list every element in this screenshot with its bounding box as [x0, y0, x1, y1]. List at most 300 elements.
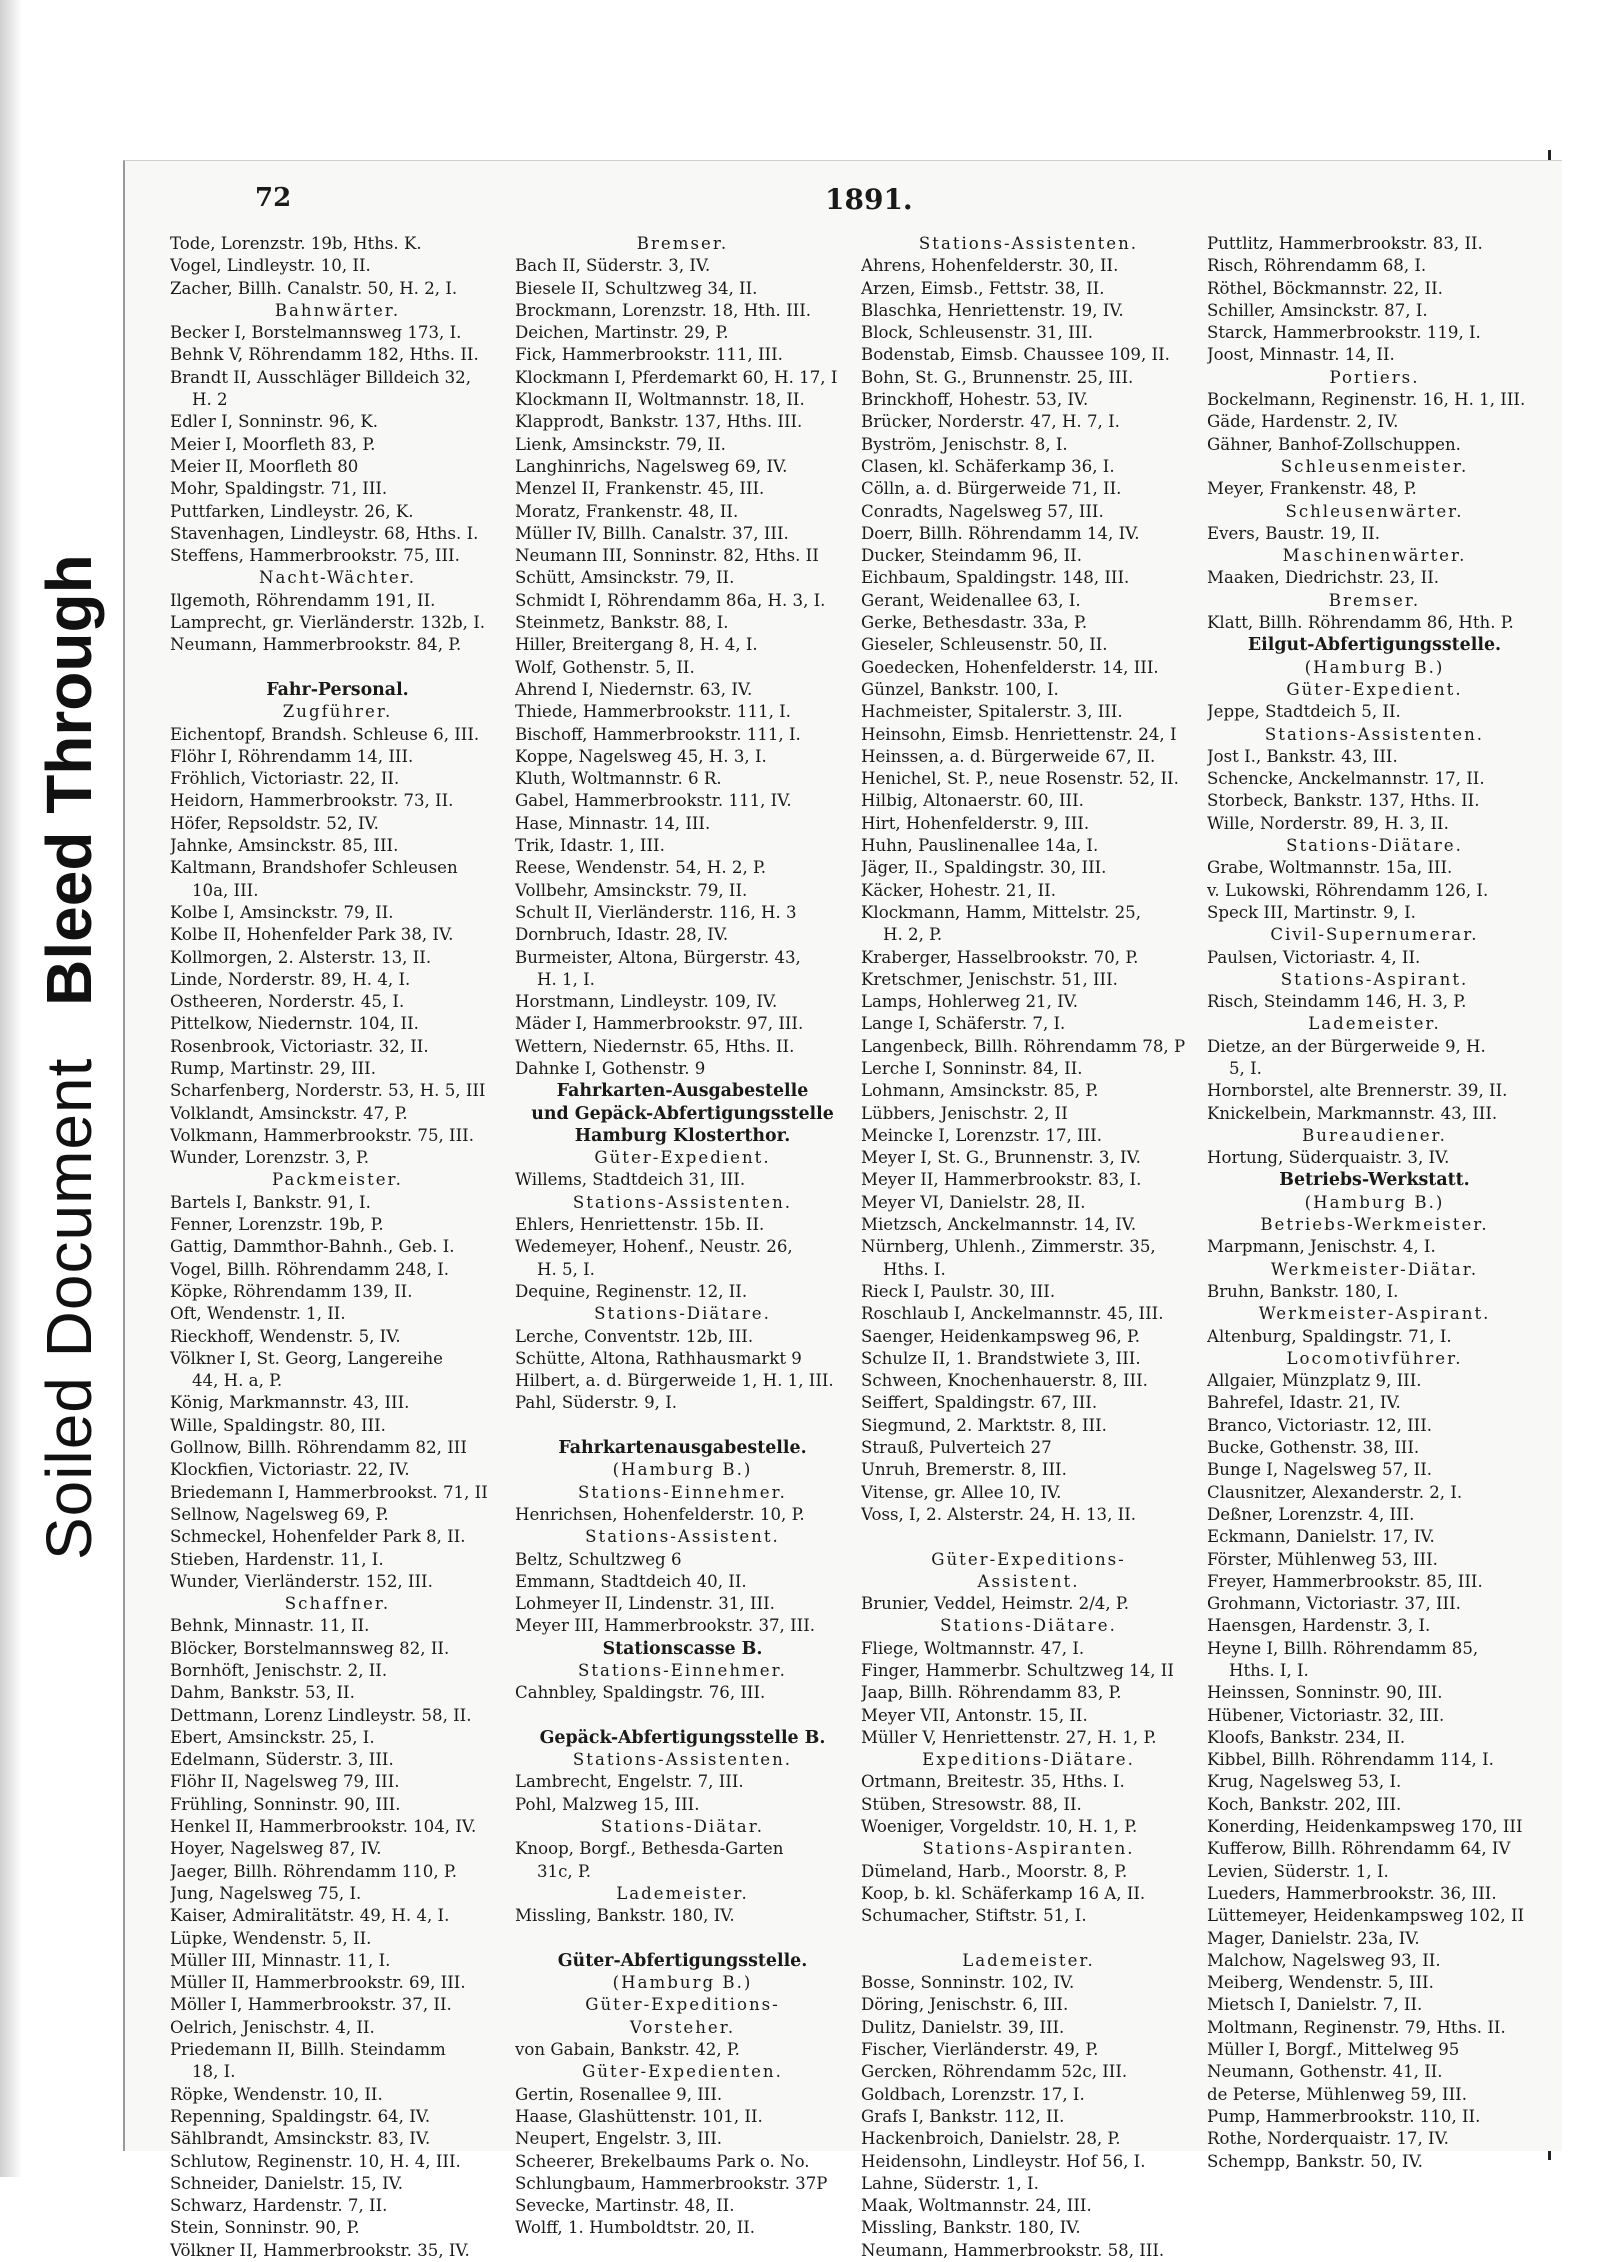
directory-entry: Heinsohn, Eimsb. Henriettenstr. 24, I	[861, 724, 1177, 744]
directory-entry: Stein, Sonninstr. 90, P.	[170, 2218, 360, 2238]
section-heading: Packmeister.	[272, 1170, 403, 1190]
directory-entry: Heyne I, Billh. Röhrendamm 85,	[1207, 1638, 1479, 1658]
directory-entry: Vogel, Lindleystr. 10, II.	[170, 256, 371, 276]
directory-entry: Storbeck, Bankstr. 137, Hths. II.	[1207, 791, 1480, 811]
directory-entry: Brunier, Veddel, Heimstr. 2/4, P.	[861, 1594, 1129, 1614]
directory-entry: Bahrefel, Idastr. 21, IV.	[1207, 1393, 1401, 1413]
section-heading: Bremser.	[636, 234, 729, 253]
directory-entry: Jost I., Bankstr. 43, III.	[1207, 746, 1398, 766]
directory-entry: Bucke, Gothenstr. 38, III.	[1207, 1438, 1420, 1458]
directory-entry: Klockmann II, Woltmannstr. 18, II.	[515, 390, 805, 410]
section-heading: Assistent.	[977, 1571, 1080, 1591]
directory-entry: Lohmann, Amsinckstr. 85, P.	[861, 1081, 1099, 1101]
directory-entry: Heidensohn, Lindleystr. Hof 56, I.	[861, 2151, 1146, 2171]
directory-entry: Käcker, Hohestr. 21, II.	[861, 880, 1056, 900]
directory-entry: Hiller, Breitergang 8, H. 4, I.	[515, 635, 758, 655]
section-heading: Vorsteher.	[629, 2017, 736, 2037]
directory-entry: Trik, Idastr. 1, III.	[515, 836, 665, 856]
directory-entry: Dequine, Reginenstr. 12, II.	[515, 1281, 748, 1301]
directory-entry: Cahnbley, Spaldingstr. 76, III.	[515, 1683, 766, 1703]
directory-entry: Langhinrichs, Nagelsweg 69, IV.	[515, 456, 788, 476]
directory-entry: Krug, Nagelsweg 53, I.	[1207, 1772, 1402, 1792]
section-heading: Stations-Einnehmer.	[578, 1661, 787, 1680]
directory-entry: Schütt, Amsinckstr. 79, II.	[515, 568, 735, 588]
section-heading: Portiers.	[1329, 367, 1420, 387]
directory-entry: Jahnke, Amsinckstr. 85, III.	[170, 836, 399, 856]
section-heading: Stations-Diätare.	[1286, 836, 1463, 856]
directory-entry: Wille, Norderstr. 89, H. 3, II.	[1207, 813, 1449, 833]
directory-entry: Steinmetz, Bankstr. 88, I.	[515, 613, 729, 633]
section-heading: (Hamburg B.)	[612, 1460, 753, 1480]
directory-entry: Volklandt, Amsinckstr. 47, P.	[170, 1103, 408, 1123]
directory-entry: Müller V, Henriettenstr. 27, H. 1, P.	[861, 1727, 1157, 1747]
directory-entry: Kluth, Woltmannstr. 6 R.	[515, 769, 722, 789]
directory-entry: Lamprecht, gr. Vierländerstr. 132b, I.	[170, 613, 486, 633]
department-heading: Fahr-Personal.	[266, 679, 409, 700]
directory-entry: Konerding, Heidenkampsweg 170, III	[1207, 1817, 1523, 1837]
directory-entry: Mietsch I, Danielstr. 7, II.	[1207, 1995, 1423, 2015]
directory-entry: Lueders, Hammerbrookstr. 36, III.	[1207, 1883, 1497, 1903]
directory-entry: Gerke, Bethesdastr. 33a, P.	[861, 613, 1088, 633]
directory-entry: Briedemann I, Hammerbrookst. 71, II	[170, 1482, 488, 1502]
directory-entry: Wolff, 1. Humboldtstr. 20, II.	[515, 2218, 756, 2238]
directory-entry: Joost, Minnastr. 14, II.	[1207, 345, 1395, 365]
directory-entry: Paulsen, Victoriastr. 4, II.	[1207, 947, 1421, 967]
directory-entry: Koppe, Nagelsweg 45, H. 3, I.	[515, 746, 767, 766]
directory-entry: Ebert, Amsinckstr. 25, I.	[170, 1727, 375, 1747]
directory-entry: Mager, Danielstr. 23a, IV.	[1207, 1928, 1420, 1948]
directory-entry: Hübener, Victoriastr. 32, III.	[1207, 1705, 1445, 1725]
directory-entry: Haensgen, Hardenstr. 3, I.	[1207, 1616, 1431, 1636]
section-heading: Locomotivführer.	[1286, 1348, 1463, 1368]
directory-entry: Vollbehr, Amsinckstr. 79, II.	[515, 880, 748, 900]
directory-entry: Schmidt I, Röhrendamm 86a, H. 3, I.	[515, 590, 826, 610]
directory-entry: Heinssen, a. d. Bürgerweide 67, II.	[861, 746, 1156, 766]
directory-entry: Lahne, Süderstr. 1, I.	[861, 2173, 1039, 2193]
section-heading: Güter-Expeditions-	[585, 1995, 780, 2015]
directory-entry: Hachmeister, Spitalerstr. 3, III.	[861, 702, 1123, 722]
directory-entry: Stüben, Stresowstr. 88, II.	[861, 1794, 1082, 1814]
entry-continuation: 5, I.	[1229, 1058, 1262, 1078]
directory-entry: Cölln, a. d. Bürgerweide 71, II.	[861, 479, 1122, 499]
directory-entry: Willems, Stadtdeich 31, III.	[515, 1170, 746, 1190]
watermark-stamp	[24, 180, 114, 1560]
directory-entry: Byström, Jenischstr. 8, I.	[861, 434, 1068, 454]
directory-entry: Goldbach, Lorenzstr. 17, I.	[861, 2084, 1085, 2104]
directory-entry: Haase, Glashüttenstr. 101, II.	[515, 2106, 763, 2126]
directory-entry: Brinckhoff, Hohestr. 53, IV.	[861, 390, 1089, 410]
directory-entry: Gerant, Weidenallee 63, I.	[861, 590, 1081, 610]
section-heading: Civil-Supernumerar.	[1270, 925, 1479, 945]
directory-entry: Rump, Martinstr. 29, III.	[170, 1058, 377, 1078]
directory-entry: Oft, Wendenstr. 1, II.	[170, 1304, 346, 1324]
directory-entry: Missling, Bankstr. 180, IV.	[515, 1906, 735, 1926]
directory-entry: Brandt II, Ausschläger Billdeich 32,	[170, 367, 471, 387]
directory-entry: Schneider, Danielstr. 15, IV.	[170, 2173, 403, 2193]
directory-entry: Huhn, Pauslinenallee 14a, I.	[861, 836, 1099, 856]
directory-entry: Speck III, Martinstr. 9, I.	[1207, 902, 1416, 922]
directory-entry: Dietze, an der Bürgerweide 9, H.	[1207, 1036, 1486, 1056]
directory-entry: Wunder, Lorenzstr. 3, P.	[170, 1148, 370, 1168]
directory-entry: Völkner II, Hammerbrookstr. 35, IV.	[170, 2240, 470, 2260]
directory-entry: Flöhr II, Nagelsweg 79, III.	[170, 1772, 400, 1792]
directory-entry: Dulitz, Danielstr. 39, III.	[861, 2017, 1065, 2037]
directory-entry: Jäger, II., Spaldingstr. 30, III.	[861, 858, 1107, 878]
directory-entry: Menzel II, Frankenstr. 45, III.	[515, 479, 765, 499]
directory-entry: Bohn, St. G., Brunnenstr. 25, III.	[861, 367, 1134, 387]
directory-entry: Reese, Wendenstr. 54, H. 2, P.	[515, 858, 767, 878]
directory-entry: Bockelmann, Reginenstr. 16, H. 1, III.	[1207, 390, 1526, 410]
section-heading: Schaffner.	[284, 1594, 391, 1614]
section-heading: Güter-Expedienten.	[582, 2062, 783, 2082]
directory-entry: Lange I, Schäferstr. 7, I.	[861, 1014, 1066, 1034]
spacer	[515, 1928, 850, 1950]
section-heading: Güter-Expeditions-	[931, 1549, 1126, 1569]
directory-entry: Pump, Hammerbrookstr. 110, II.	[1207, 2106, 1481, 2126]
section-heading: Stations-Assistenten.	[918, 234, 1139, 253]
directory-entry: Kaiser, Admiralitätstr. 49, H. 4, I.	[170, 1906, 450, 1926]
directory-entry: Bartels I, Bankstr. 91, I.	[170, 1192, 371, 1212]
department-heading: Stationscasse B.	[602, 1638, 763, 1659]
section-heading: Lademeister.	[616, 1883, 749, 1903]
entry-continuation: H. 2, P.	[883, 925, 943, 945]
directory-entry: Günzel, Bankstr. 100, I.	[861, 679, 1059, 699]
directory-entry: Müller III, Minnastr. 11, I.	[170, 1950, 391, 1970]
department-heading: Betriebs-Werkstatt.	[1279, 1170, 1470, 1191]
directory-entry: Marpmann, Jenischstr. 4, I.	[1207, 1237, 1436, 1257]
directory-entry: Meyer VI, Danielstr. 28, II.	[861, 1192, 1086, 1212]
directory-entry: Becker I, Borstelmannsweg 173, I.	[170, 323, 462, 343]
directory-entry: Brücker, Norderstr. 47, H. 7, I.	[861, 412, 1120, 432]
directory-entry: Rieckhoff, Wendenstr. 5, IV.	[170, 1326, 401, 1346]
directory-entry: Bosse, Sonninstr. 102, IV.	[861, 1973, 1075, 1993]
directory-entry: Gercken, Röhrendamm 52c, III.	[861, 2062, 1128, 2082]
directory-entry: Hilbig, Altonaerstr. 60, III.	[861, 791, 1084, 811]
directory-entry: Kloofs, Bankstr. 234, II.	[1207, 1727, 1406, 1747]
entry-continuation: H. 1, I.	[537, 969, 595, 989]
directory-entry: Vogel, Billh. Röhrendamm 248, I.	[170, 1259, 450, 1279]
directory-entry: Kretschmer, Jenischstr. 51, III.	[861, 969, 1118, 989]
section-heading: Güter-Expedient.	[1286, 679, 1463, 699]
directory-entry: Bunge I, Nagelsweg 57, II.	[1207, 1460, 1433, 1480]
directory-entry: von Gabain, Bankstr. 42, P.	[515, 2040, 740, 2060]
directory-entry: Mietzsch, Anckelmannstr. 14, IV.	[861, 1215, 1137, 1235]
directory-entry: Deichen, Martinstr. 29, P.	[515, 323, 729, 343]
directory-entry: Malchow, Nagelsweg 93, II.	[1207, 1950, 1441, 1970]
directory-entry: Kufferow, Billh. Röhrendamm 64, IV	[1207, 1839, 1511, 1859]
section-heading: Werkmeister-Aspirant.	[1258, 1304, 1491, 1324]
directory-entry: Wunder, Vierländerstr. 152, III.	[170, 1571, 433, 1591]
directory-entry: Fenner, Lorenzstr. 19b, P.	[170, 1215, 384, 1235]
spacer	[515, 1415, 850, 1437]
directory-entry: Kaltmann, Brandshofer Schleusen	[170, 858, 458, 878]
section-heading: Stations-Aspirant.	[1280, 969, 1469, 989]
directory-entry: Risch, Röhrendamm 68, I.	[1207, 256, 1427, 276]
section-heading: Bureaudiener.	[1302, 1125, 1447, 1145]
directory-entry: Schencke, Anckelmannstr. 17, II.	[1207, 769, 1485, 789]
spacer	[861, 1526, 1196, 1548]
directory-entry: Lienk, Amsinckstr. 79, II.	[515, 434, 726, 454]
department-heading: Fahrkarten-Ausgabestelle	[556, 1081, 809, 1102]
page-header	[125, 183, 1562, 219]
section-heading: Schleusenmeister.	[1280, 456, 1469, 476]
section-heading: Güter-Expedient.	[594, 1148, 771, 1168]
section-heading: Stations-Diätare.	[594, 1304, 771, 1324]
directory-entry: Thiede, Hammerbrookstr. 111, I.	[515, 702, 791, 722]
directory-entry: Kraberger, Hasselbrookstr. 70, P.	[861, 947, 1139, 967]
directory-entry: Schempp, Bankstr. 50, IV.	[1207, 2151, 1423, 2171]
directory-entry: Klockmann, Hamm, Mittelstr. 25,	[861, 902, 1141, 922]
directory-entry: Schult II, Vierländerstr. 116, H. 3	[515, 902, 797, 922]
directory-entry: Schumacher, Stiftstr. 51, I.	[861, 1906, 1087, 1926]
section-heading: Stations-Assistenten.	[1264, 724, 1485, 744]
directory-entry: Pahl, Süderstr. 9, I.	[515, 1393, 678, 1413]
directory-entry: Grafs I, Bankstr. 112, II.	[861, 2106, 1065, 2126]
directory-entry: de Peterse, Mühlenweg 59, III.	[1207, 2084, 1467, 2104]
directory-entry: Meyer III, Hammerbrookstr. 37, III.	[515, 1616, 816, 1636]
directory-entry: Emmann, Stadtdeich 40, II.	[515, 1571, 747, 1591]
directory-entry: Meiberg, Wendenstr. 5, III.	[1207, 1973, 1434, 1993]
column-4	[1207, 233, 1542, 2173]
directory-entry: Ortmann, Breitestr. 35, Hths. I.	[861, 1772, 1125, 1792]
section-heading: Stations-Aspiranten.	[922, 1839, 1135, 1859]
section-heading: Lademeister.	[1308, 1014, 1441, 1034]
directory-entry: Fick, Hammerbrookstr. 111, III.	[515, 345, 783, 365]
directory-entry: Freyer, Hammerbrookstr. 85, III.	[1207, 1571, 1483, 1591]
directory-entry: Pohl, Malzweg 15, III.	[515, 1794, 700, 1814]
directory-entry: Ostheeren, Norderstr. 45, I.	[170, 992, 405, 1012]
directory-entry: Repenning, Spaldingstr. 64, IV.	[170, 2106, 431, 2126]
directory-entry: Knickelbein, Markmannstr. 43, III.	[1207, 1103, 1498, 1123]
stamp-soiled-document: Soiled Document	[33, 1057, 105, 1560]
directory-entry: Möller I, Hammerbrookstr. 37, II.	[170, 1995, 452, 2015]
spacer	[861, 1928, 1196, 1950]
directory-entry: Puttlitz, Hammerbrookstr. 83, II.	[1207, 234, 1483, 253]
directory-entry: Flöhr I, Röhrendamm 14, III.	[170, 746, 414, 766]
directory-entry: Finger, Hammerbr. Schultzweg 14, II	[861, 1661, 1174, 1680]
directory-entry: Linde, Norderstr. 89, H. 4, I.	[170, 969, 411, 989]
directory-entry: Schmeckel, Hohenfelder Park 8, II.	[170, 1527, 466, 1547]
directory-entry: Biesele II, Schultzweg 34, II.	[515, 278, 758, 298]
directory-entry: Gabel, Hammerbrookstr. 111, IV.	[515, 791, 792, 811]
directory-entry: Fliege, Woltmannstr. 47, I.	[861, 1638, 1085, 1658]
directory-entry: Rosenbrook, Victoriastr. 32, II.	[170, 1036, 429, 1056]
department-heading: Hamburg Klosterthor.	[574, 1125, 791, 1146]
directory-entry: Köpke, Röhrendamm 139, II.	[170, 1281, 413, 1301]
directory-entry: Frühling, Sonninstr. 90, III.	[170, 1794, 401, 1814]
directory-entry: Schlutow, Reginenstr. 10, H. 4, III.	[170, 2151, 461, 2171]
directory-entry: Beltz, Schultzweg 6	[515, 1549, 682, 1569]
directory-entry: Ilgemoth, Röhrendamm 191, II.	[170, 590, 436, 610]
entry-continuation: H. 5, I.	[537, 1259, 595, 1279]
directory-entry: Stieben, Hardenstr. 11, I.	[170, 1549, 384, 1569]
directory-entry: Eichbaum, Spaldingstr. 148, III.	[861, 568, 1130, 588]
directory-entry: Henichel, St. P., neue Rosenstr. 52, II.	[861, 769, 1179, 789]
directory-entry: Gollnow, Billh. Röhrendamm 82, III	[170, 1438, 467, 1458]
page-year: 1891.	[825, 183, 913, 216]
directory-entry: Völkner I, St. Georg, Langereihe	[170, 1348, 443, 1368]
section-heading: (Hamburg B.)	[1304, 657, 1445, 677]
directory-entry: Döring, Jenischstr. 6, III.	[861, 1995, 1069, 2015]
directory-entry: Gäde, Hardenstr. 2, IV.	[1207, 412, 1399, 432]
directory-entry: Siegmund, 2. Marktstr. 8, III.	[861, 1415, 1107, 1435]
section-heading: Bahnwärter.	[274, 300, 401, 320]
section-heading: Bremser.	[1328, 590, 1421, 610]
directory-entry: Langenbeck, Billh. Röhrendamm 78, P	[861, 1036, 1186, 1056]
directory-entry: Arzen, Eimsb., Fettstr. 38, II.	[861, 278, 1105, 298]
directory-entry: Blaschka, Henriettenstr. 19, IV.	[861, 300, 1124, 320]
directory-entry: Förster, Mühlenweg 53, III.	[1207, 1549, 1438, 1569]
directory-entry: Seiffert, Spaldingstr. 67, III.	[861, 1393, 1098, 1413]
directory-entry: Dahnke I, Gothenstr. 9	[515, 1058, 706, 1078]
directory-entry: Koch, Bankstr. 202, III.	[1207, 1794, 1402, 1814]
directory-entry: Scheerer, Brekelbaums Park o. No.	[515, 2151, 810, 2171]
section-heading: Werkmeister-Diätar.	[1270, 1259, 1479, 1279]
directory-entry: Jung, Nagelsweg 75, I.	[170, 1883, 362, 1903]
directory-entry: Grohmann, Victoriastr. 37, III.	[1207, 1594, 1461, 1614]
directory-entry: Dettmann, Lorenz Lindleystr. 58, II.	[170, 1705, 472, 1725]
directory-entry: Fröhlich, Victoriastr. 22, II.	[170, 769, 400, 789]
directory-entry: Maaken, Diedrichstr. 23, II.	[1207, 568, 1440, 588]
directory-entry: Vitense, gr. Allee 10, IV.	[861, 1482, 1062, 1502]
directory-entry: Goedecken, Hohenfelderstr. 14, III.	[861, 657, 1159, 677]
stamp-bleed-through: Bleed Through	[33, 554, 105, 1006]
directory-entry: Pittelkow, Niedernstr. 104, II.	[170, 1014, 419, 1034]
directory-entry: Bischoff, Hammerbrookstr. 111, I.	[515, 724, 801, 744]
directory-entry: Röpke, Wendenstr. 10, II.	[170, 2084, 383, 2104]
directory-entry: Müller IV, Billh. Canalstr. 37, III.	[515, 523, 789, 543]
directory-entry: Voss, I, 2. Alsterstr. 24, H. 13, II.	[861, 1504, 1137, 1524]
directory-entry: Ahrens, Hohenfelderstr. 30, II.	[861, 256, 1119, 276]
directory-entry: Heidorn, Hammerbrookstr. 73, II.	[170, 791, 454, 811]
directory-entry: Wolf, Gothenstr. 5, II.	[515, 657, 695, 677]
directory-entry: Fischer, Vierländerstr. 49, P.	[861, 2040, 1099, 2060]
department-heading: Eilgut-Abfertigungsstelle.	[1247, 635, 1502, 656]
directory-entry: Meier I, Moorfleth 83, P.	[170, 434, 376, 454]
department-heading: und Gepäck-Abfertigungsstelle	[531, 1103, 834, 1124]
directory-entry: Scharfenberg, Norderstr. 53, H. 5, III	[170, 1081, 486, 1101]
directory-entry: Moltmann, Reginenstr. 79, Hths. II.	[1207, 2017, 1506, 2037]
directory-entry: Bruhn, Bankstr. 180, I.	[1207, 1281, 1399, 1301]
directory-entry: Schlungbaum, Hammerbrookstr. 37P	[515, 2173, 828, 2193]
directory-entry: Conradts, Nagelsweg 57, III.	[861, 501, 1104, 521]
directory-entry: Altenburg, Spaldingstr. 71, I.	[1207, 1326, 1452, 1346]
entry-continuation: 10a, III.	[192, 880, 259, 900]
directory-entry: Gertin, Rosenallee 9, III.	[515, 2084, 723, 2104]
directory-entry: Schween, Knochenhauerstr. 8, III.	[861, 1371, 1148, 1391]
directory-entry: Strauß, Pulverteich 27	[861, 1438, 1052, 1458]
directory-entry: Knoop, Borgf., Bethesda-Garten	[515, 1839, 784, 1859]
directory-entry: Woeniger, Vorgeldstr. 10, H. 1, P.	[861, 1817, 1138, 1837]
directory-entry: Volkmann, Hammerbrookstr. 75, III.	[170, 1125, 474, 1145]
directory-entry: Hackenbroich, Danielstr. 28, P.	[861, 2129, 1121, 2149]
section-heading: (Hamburg B.)	[1304, 1192, 1445, 1212]
directory-entry: Missling, Bankstr. 180, IV.	[861, 2218, 1081, 2238]
directory-entry: Roschlaub I, Anckelmannstr. 45, III.	[861, 1304, 1164, 1324]
department-heading: Fahrkartenausgabestelle.	[558, 1438, 807, 1459]
directory-entry: Neupert, Engelstr. 3, III.	[515, 2129, 723, 2149]
directory-entry: Saenger, Heidenkampsweg 96, P.	[861, 1326, 1141, 1346]
directory-entry: Müller II, Hammerbrookstr. 69, III.	[170, 1973, 466, 1993]
directory-entry: Zacher, Billh. Canalstr. 50, H. 2, I.	[170, 278, 458, 298]
section-heading: (Hamburg B.)	[612, 1973, 753, 1993]
directory-entry: Jaap, Billh. Röhrendamm 83, P.	[861, 1683, 1122, 1703]
directory-entry: König, Markmannstr. 43, III.	[170, 1393, 410, 1413]
directory-entry: Ahrend I, Niedernstr. 63, IV.	[515, 679, 753, 699]
entry-continuation: 44, H. a, P.	[192, 1371, 283, 1391]
directory-entry: Horstmann, Lindleystr. 109, IV.	[515, 992, 778, 1012]
directory-entry: Meincke I, Lorenzstr. 17, III.	[861, 1125, 1102, 1145]
directory-entry: Priedemann II, Billh. Steindamm	[170, 2040, 446, 2060]
directory-entry: Rothe, Norderquaistr. 17, IV.	[1207, 2129, 1449, 2149]
directory-entry: Gähner, Banhof-Zollschuppen.	[1207, 434, 1461, 454]
directory-entry: Lerche I, Sonninstr. 84, II.	[861, 1058, 1083, 1078]
directory-entry: Unruh, Bremerstr. 8, III.	[861, 1460, 1067, 1480]
directory-entry: Risch, Steindamm 146, H. 3, P.	[1207, 992, 1467, 1012]
directory-entry: Müller I, Borgf., Mittelweg 95	[1207, 2040, 1460, 2060]
directory-entry: Lüttemeyer, Heidenkampsweg 102, II	[1207, 1906, 1525, 1926]
directory-entry: Bornhöft, Jenischstr. 2, II.	[170, 1661, 388, 1680]
directory-entry: Neumann, Hammerbrookstr. 84, P.	[170, 635, 462, 655]
entry-continuation: Hths. I.	[883, 1259, 946, 1279]
directory-entry: Dornbruch, Idastr. 28, IV.	[515, 925, 729, 945]
directory-entry: Meier II, Moorfleth 80	[170, 456, 359, 476]
directory-entry: Meyer I, St. G., Brunnenstr. 3, IV.	[861, 1148, 1141, 1168]
directory-entry: Clausnitzer, Alexanderstr. 2, I.	[1207, 1482, 1463, 1502]
department-heading: Güter-Abfertigungsstelle.	[557, 1950, 808, 1971]
section-heading: Lademeister.	[962, 1950, 1095, 1970]
directory-entry: Klockfien, Victoriastr. 22, IV.	[170, 1460, 410, 1480]
section-heading: Expeditions-Diätare.	[922, 1750, 1135, 1770]
directory-entry: Neumann III, Sonninstr. 82, Hths. II	[515, 546, 819, 566]
directory-entry: Henrichsen, Hohenfelderstr. 10, P.	[515, 1504, 805, 1524]
directory-entry: Meyer VII, Antonstr. 15, II.	[861, 1705, 1088, 1725]
page-number: 72	[255, 183, 292, 213]
directory-entry: Neumann, Hammerbrookstr. 58, III.	[861, 2240, 1165, 2260]
directory-entry: Mohr, Spaldingstr. 71, III.	[170, 479, 388, 499]
document-page	[123, 160, 1562, 2260]
directory-entry: Gattig, Dammthor-Bahnh., Geb. I.	[170, 1237, 455, 1257]
directory-entry: Röthel, Böckmannstr. 22, II.	[1207, 278, 1443, 298]
directory-entry: Wettern, Niedernstr. 65, Hths. II.	[515, 1036, 795, 1056]
directory-entry: Sählbrandt, Amsinckstr. 83, IV.	[170, 2129, 431, 2149]
directory-entry: Clasen, kl. Schäferkamp 36, I.	[861, 456, 1115, 476]
directory-entry: Tode, Lorenzstr. 19b, Hths. K.	[170, 234, 422, 253]
scan-edge-shading	[0, 0, 22, 2177]
directory-entry: Puttfarken, Lindleystr. 26, K.	[170, 501, 414, 521]
directory-entry: Schiller, Amsinckstr. 87, I.	[1207, 300, 1428, 320]
directory-entry: Starck, Hammerbrookstr. 119, I.	[1207, 323, 1481, 343]
section-heading: Stations-Diätare.	[940, 1616, 1117, 1636]
directory-entry: Klapprodt, Bankstr. 137, Hths. III.	[515, 412, 803, 432]
directory-entry: Blöcker, Borstelmannsweg 82, II.	[170, 1638, 450, 1658]
directory-entry: Kibbel, Billh. Röhrendamm 114, I.	[1207, 1750, 1494, 1770]
entry-continuation: Hths. I, I.	[1229, 1661, 1309, 1680]
directory-entry: Hase, Minnastr. 14, III.	[515, 813, 711, 833]
section-heading: Betriebs-Werkmeister.	[1260, 1215, 1489, 1235]
directory-entry: Hornborstel, alte Brennerstr. 39, II.	[1207, 1081, 1508, 1101]
section-heading: Zugführer.	[282, 702, 393, 722]
section-heading: Stations-Assistent.	[585, 1527, 780, 1547]
directory-entry: Nürnberg, Uhlenh., Zimmerstr. 35,	[861, 1237, 1156, 1257]
directory-entry: Wille, Spaldingstr. 80, III.	[170, 1415, 386, 1435]
directory-entry: Behnk V, Röhrendamm 182, Hths. II.	[170, 345, 479, 365]
directory-entry: Bodenstab, Eimsb. Chaussee 109, II.	[861, 345, 1170, 365]
directory-entry: Klatt, Billh. Röhrendamm 86, Hth. P.	[1207, 613, 1514, 633]
directory-entry: Sellnow, Nagelsweg 69, P.	[170, 1504, 389, 1524]
directory-entry: Klockmann I, Pferdemarkt 60, H. 17, I	[515, 367, 838, 387]
directory-entry: Eichentopf, Brandsh. Schleuse 6, III.	[170, 724, 480, 744]
